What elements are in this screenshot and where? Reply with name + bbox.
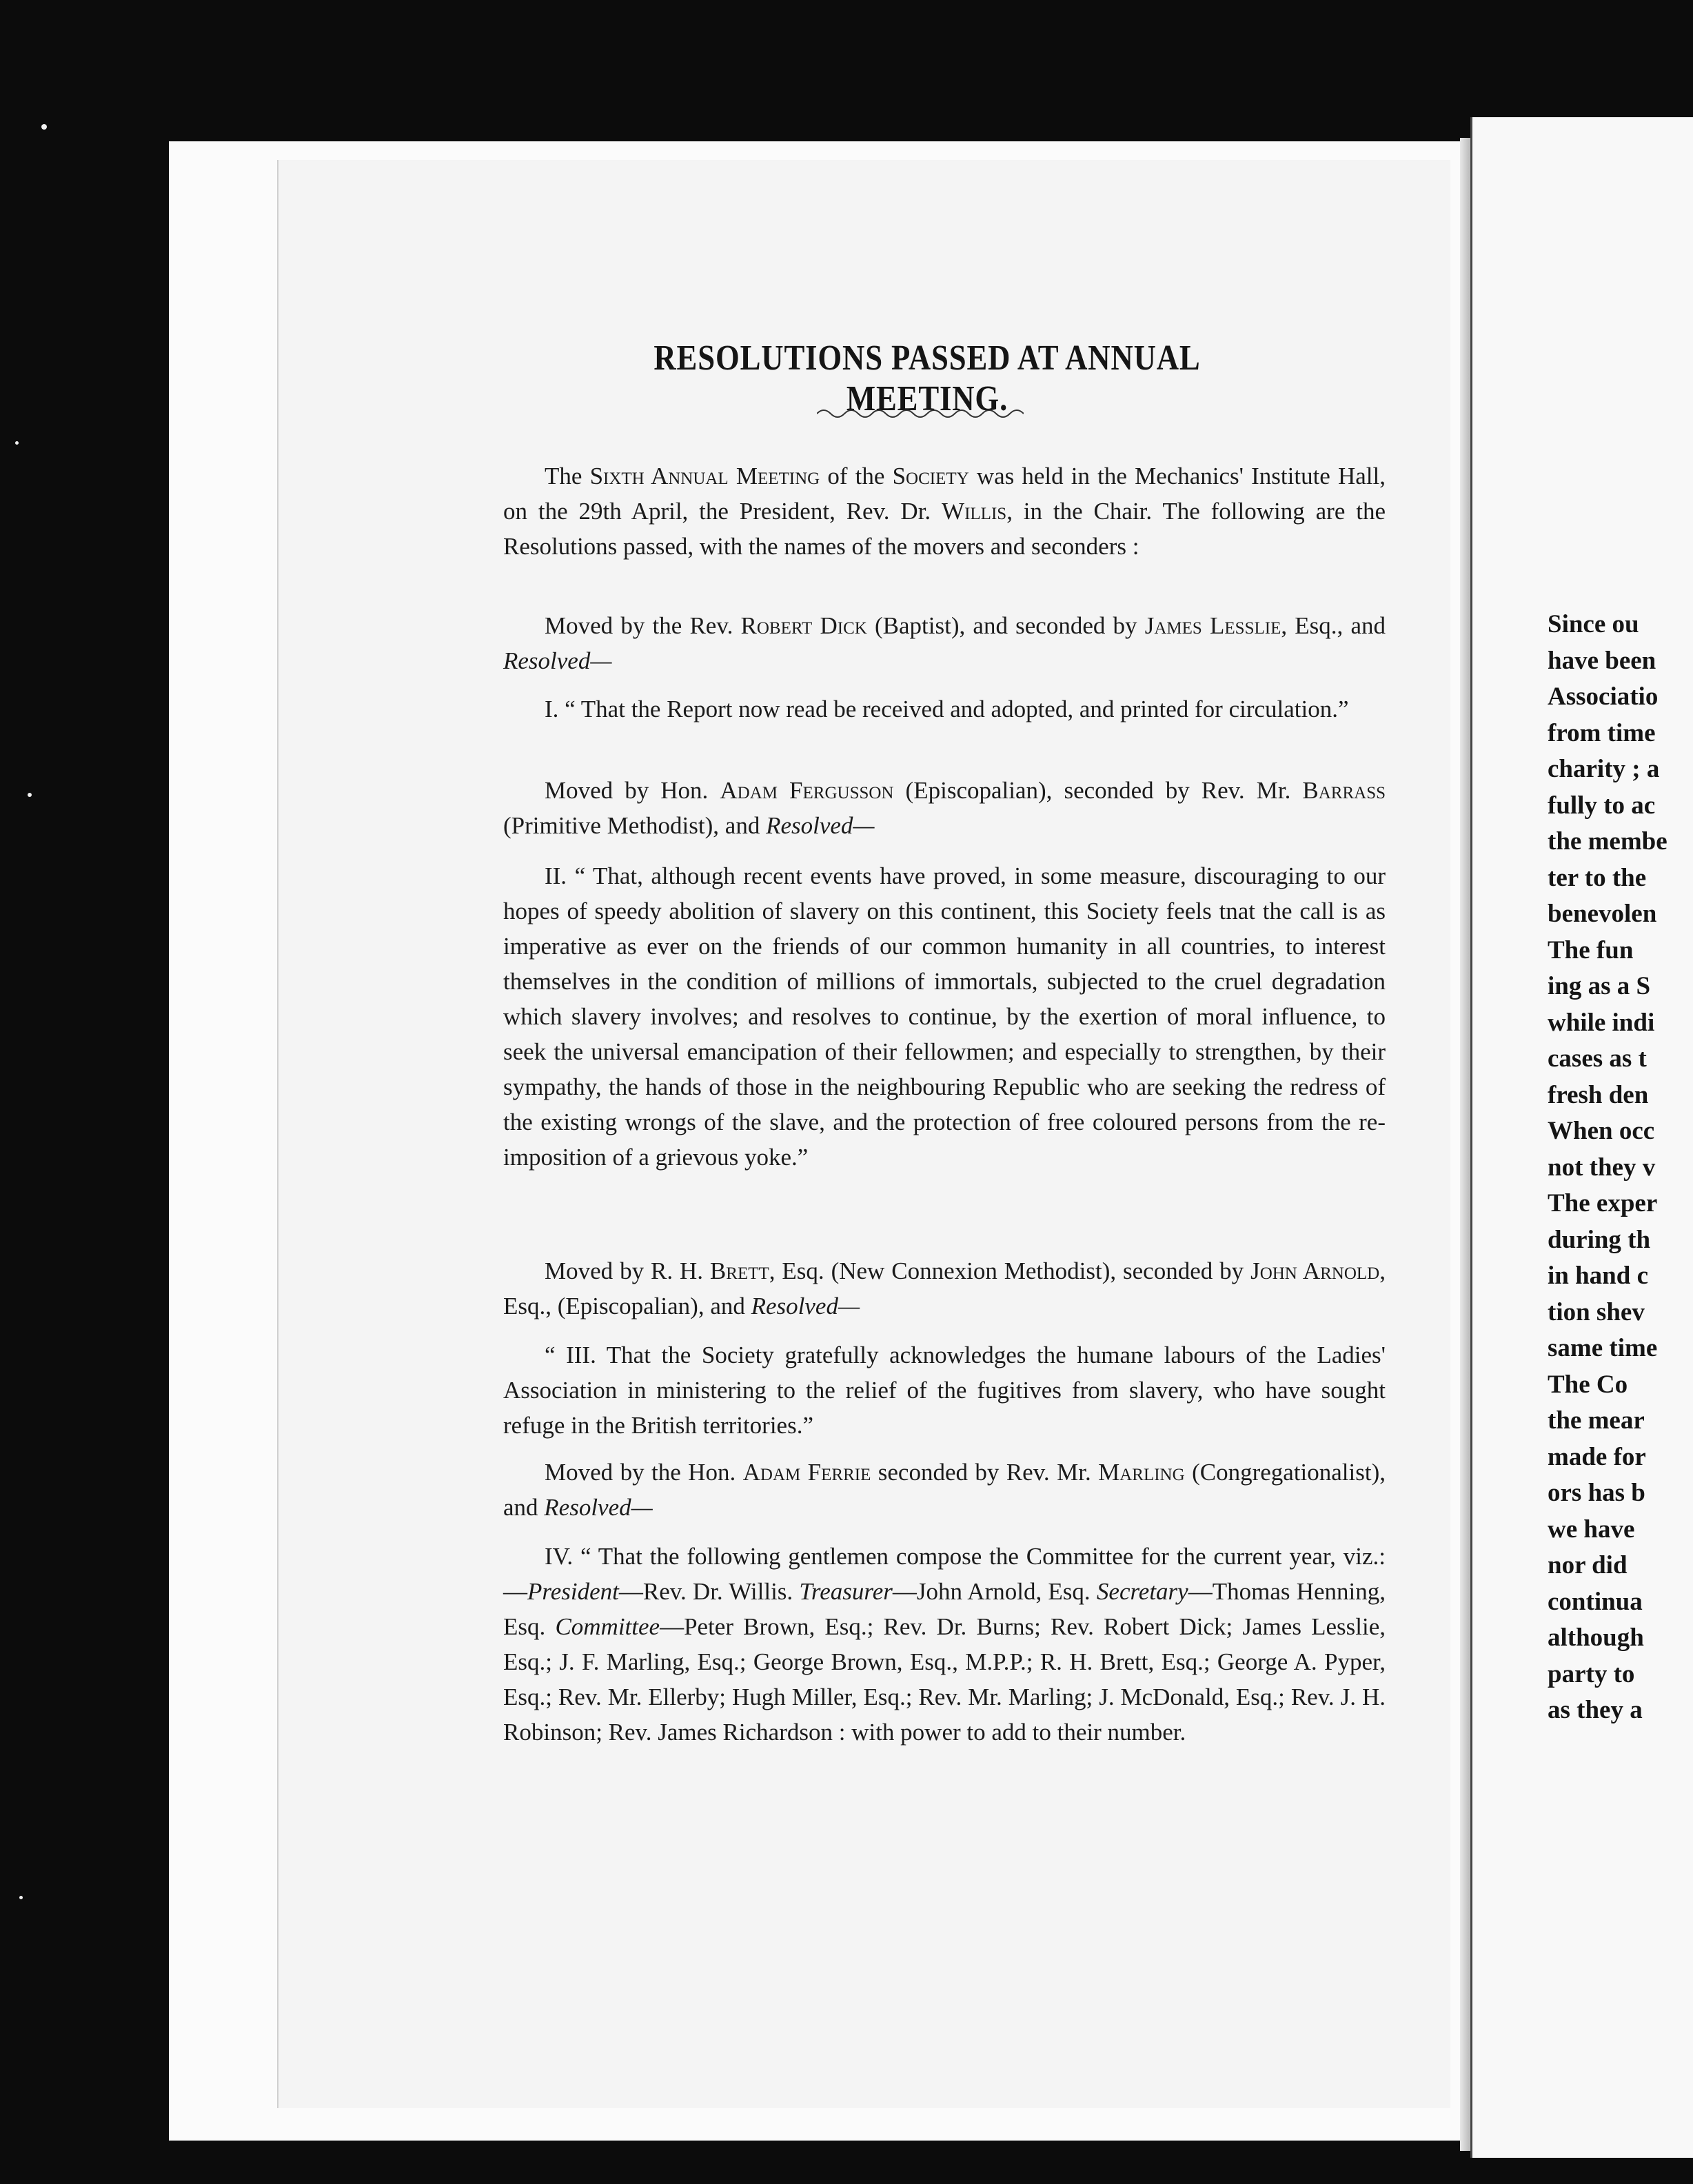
page-title: RESOLUTIONS PASSED AT ANNUAL MEETING. [653,338,1201,418]
right-page-line: we have [1548,1515,1635,1544]
right-page-line: nor did [1548,1551,1628,1579]
right-page-line: not they v [1548,1153,1656,1182]
right-page-line: The fun [1548,936,1634,964]
right-page-line: Associatio [1548,682,1659,711]
right-page-line: The exper [1548,1189,1658,1217]
dust-speck [19,1896,23,1899]
right-page-line: the mear [1548,1406,1645,1435]
resolution-paragraph: “ III. That the Society gratefully acknowledges the humane labours of the Ladies' Association in ministering to the relief of the fugitives from slavery, who have sought refuge in the British territories.” [503,1342,1386,1439]
mover-paragraph: Moved by the Hon. Adam Ferrie seconded by Rev. Mr. Marling (Congregationalist), and Resolved— [503,1459,1386,1521]
right-page-line: tion shev [1548,1297,1645,1326]
right-page-line: continua [1548,1587,1643,1616]
right-page-line: charity ; a [1548,755,1660,783]
intro-paragraph: The Sixth Annual Meeting of the Society was held in the Mechanics' Institute Hall, on the 29th April, the President, Rev. Dr. Willis, in the Chair. The following are the Resolutions passed, with the names of the movers and seconders : [503,463,1386,560]
right-page-line: in hand c [1548,1262,1649,1290]
right-page-line: party to [1548,1659,1635,1688]
dust-speck [15,441,19,445]
mover-paragraph: Moved by R. H. Brett, Esq. (New Connexion Methodist), seconded by John Arnold, Esq., (Episcopalian), and Resolved— [503,1257,1386,1320]
resolution-paragraph: IV. “ That the following gentlemen compose the Committee for the current year, viz.:—President—Rev. Dr. Willis. Treasurer—John Arnold, Esq. Secretary—Thomas Henning, Esq. Committee—Peter Brown, Esq.; Rev. Dr. Burns; Rev. Robert Dick; James Lesslie, Esq.; J. F. Marling, Esq.; George Brown, Esq., M.P.P.; R. H. Brett, Esq.; George A. Pyper, Esq.; Rev. Mr. Ellerby; Hugh Miller, Esq.; Rev. Mr. Marling; J. McDonald, Esq.; Rev. J. H. Robinson; Rev. James Richardson : with power to add to their number. [503,1543,1386,1746]
right-page-line: although [1548,1624,1644,1652]
right-page-line: same time [1548,1334,1658,1362]
right-page-line: fresh den [1548,1080,1649,1109]
right-page-line: the membe [1548,827,1667,856]
right-page-line: from time [1548,718,1656,747]
right-page-text [1548,607,1693,1729]
right-page-line: ter to the [1548,863,1647,892]
dust-speck [28,793,32,797]
right-page-line: made for [1548,1442,1646,1471]
right-page-line: cases as t [1548,1044,1647,1073]
dust-speck [41,124,47,130]
mover-paragraph: Moved by the Rev. Robert Dick (Baptist), and seconded by James Lesslie, Esq., and Resolved— [503,612,1386,674]
right-page-line: Since ou [1548,610,1639,638]
right-page-line: as they a [1548,1696,1643,1724]
right-page-line: have been [1548,646,1656,675]
resolution-paragraph: I. “ That the Report now read be received and adopted, and printed for circulation.” [545,696,1349,722]
right-page-line: When occ [1548,1117,1655,1145]
title-ornament [817,407,1024,421]
right-page-line: benevolen [1548,900,1657,928]
right-page-line: fully to ac [1548,791,1656,820]
resolution-paragraph: II. “ That, although recent events have proved, in some measure, discouraging to our hopes of speedy abolition of slavery on this continent, this Society feels tnat the call is as imperative as ever on the friends of our common humanity in all countries, to interest themselves in the condition of millions of immortals, subjected to the cruel degradation which slavery involves; and resolves to continue, by the exertion of moral influence, to seek the universal emancipation of their fellowmen; and especially to strengthen, by their sympathy, the hands of those in the neighbouring Republic who are seeking the redress of the existing wrongs of the slave, and the protection of free coloured persons from the re-imposition of a grievous yoke.” [503,862,1386,1171]
right-page-line: while indi [1548,1008,1655,1037]
right-page-line: during th [1548,1225,1651,1254]
mover-paragraph: Moved by Hon. Adam Fergusson (Episcopalian), seconded by Rev. Mr. Barrass (Primitive Methodist), and Resolved— [503,777,1386,839]
right-page-line: The Co [1548,1370,1628,1399]
right-page-line: ors has b [1548,1479,1645,1507]
right-page-line: ing as a S [1548,972,1651,1000]
